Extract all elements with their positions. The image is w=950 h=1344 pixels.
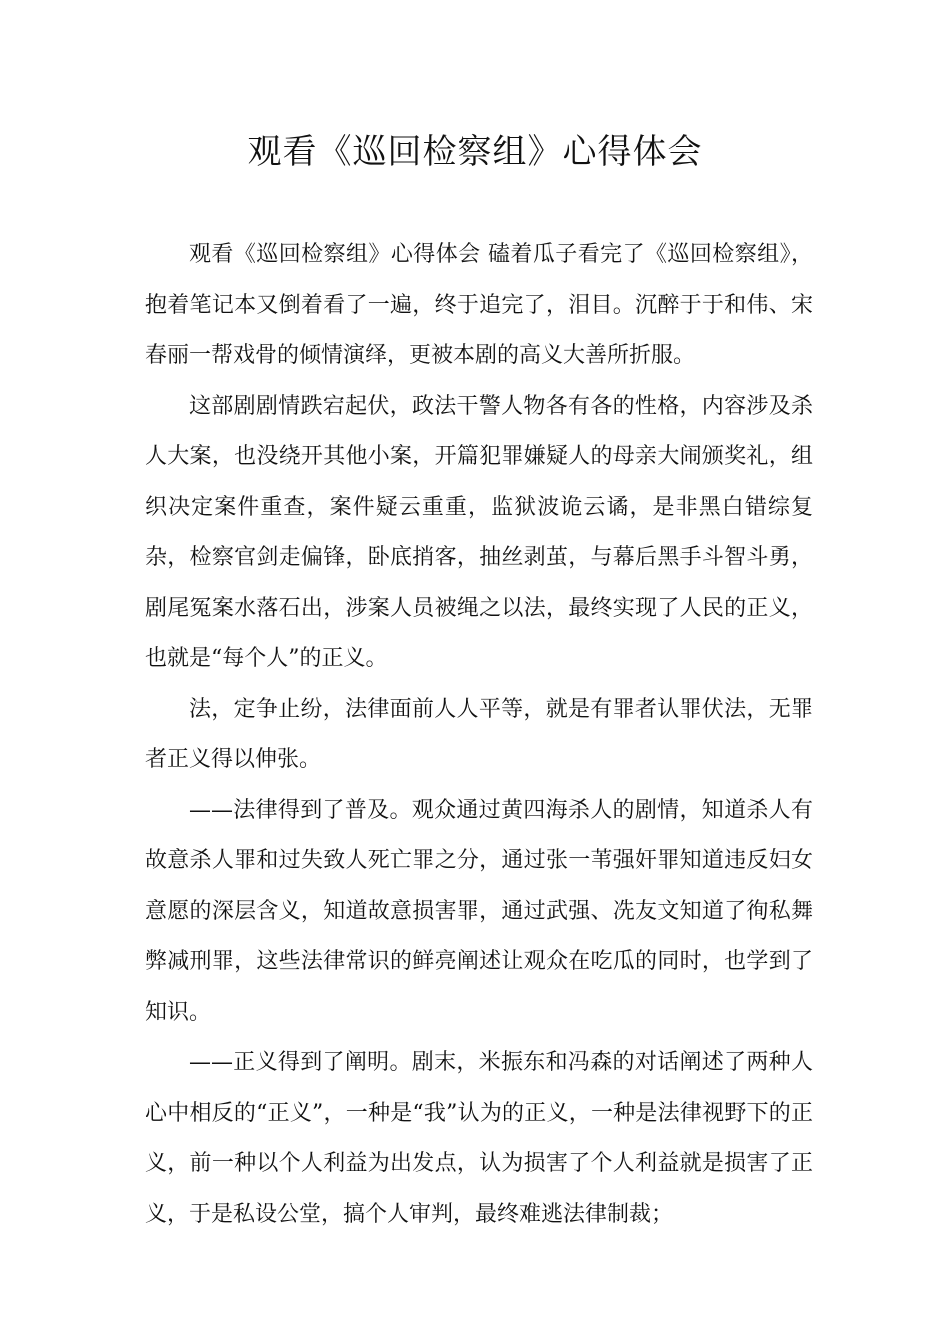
document-body [145,230,813,1240]
paragraph-4: ——法律得到了普及。观众通过黄四海杀人的剧情，知道杀人有故意杀人罪和过失致人死亡罪之分，通过张一苇强奸罪知道违反妇女意愿的深层含义，知道故意损害罪，通过武强、冼友文知道了徇私舞弊减刑罪，这些法律常识的鲜亮阐述让观众在吃瓜的同时，也学到了知识。 [145,797,813,1025]
paragraph-5: ——正义得到了阐明。剧末，米振东和冯森的对话阐述了两种人心中相反的“正义”，一种是“我”认为的正义，一种是法律视野下的正义，前一种以个人利益为出发点，认为损害了个人利益就是损害了正义，于是私设公堂，搞个人审判，最终难逃法律制裁； [145,1050,813,1227]
document-title: 观看《巡回检察组》心得体会 [247,132,703,172]
paragraph-1: 观看《巡回检察组》心得体会 磕着瓜子看完了《巡回检察组》，抱着笔记本又倒着看了一遍，终于追完了，泪目。沉醉于于和伟、宋春丽一帮戏骨的倾情演绎，更被本剧的高义大善所折服。 [145,242,813,368]
paragraph-3: 法，定争止纷，法律面前人人平等，就是有罪者认罪伏法，无罪者正义得以伸张。 [145,696,813,772]
paragraph-2: 这部剧剧情跌宕起伏，政法干警人物各有各的性格，内容涉及杀人大案，也没绕开其他小案，开篇犯罪嫌疑人的母亲大闹颁奖礼，组织决定案件重查，案件疑云重重，监狱波诡云谲，是非黑白错综复杂，检察官剑走偏锋，卧底捎客，抽丝剥茧，与幕后黑手斗智斗勇，剧尾冤案水落石出，涉案人员被绳之以法，最终实现了人民的正义，也就是“每个人”的正义。 [145,393,813,671]
